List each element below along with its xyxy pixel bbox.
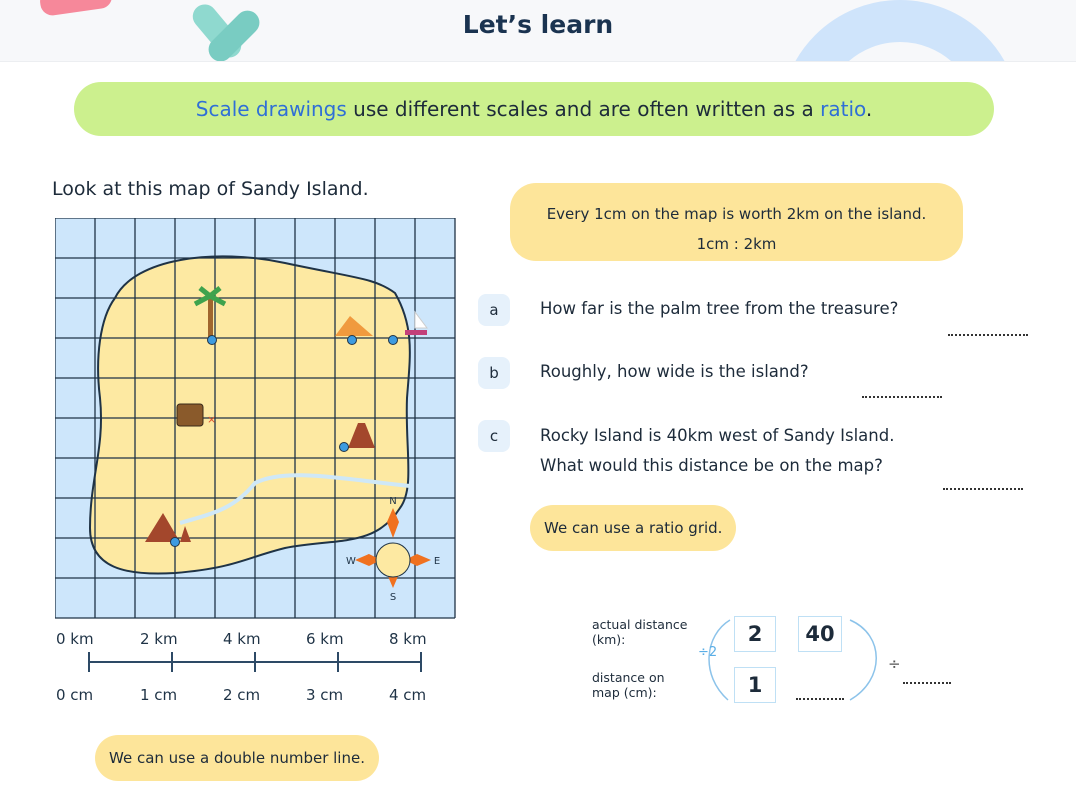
term-scale-drawings: Scale drawings	[195, 97, 347, 121]
km-label: 8 km	[389, 630, 427, 648]
scale-drawing-banner	[74, 82, 994, 136]
map-title: Look at this map of Sandy Island.	[52, 178, 369, 200]
ratio-grid-hint: We can use a ratio grid.	[530, 505, 736, 551]
map-cell-2-answer[interactable]	[796, 698, 844, 700]
header	[0, 0, 1076, 62]
cm-label: 3 cm	[306, 686, 344, 704]
right-operation-answer[interactable]	[903, 682, 951, 684]
cm-label: 4 cm	[389, 686, 427, 704]
right-arrow-icon	[850, 620, 876, 700]
tent-point	[348, 336, 357, 345]
actual-cell-2: 40	[798, 616, 842, 652]
scale-description: Every 1cm on the map is worth 2km on the island.	[546, 205, 927, 223]
actual-cell-1: 2	[734, 616, 776, 652]
left-operation: ÷2	[698, 645, 718, 660]
tick	[171, 652, 173, 672]
page-title: Let’s learn	[462, 10, 614, 39]
treasure-mark: ×	[207, 413, 217, 426]
mountains-point	[171, 538, 180, 547]
left-arrow-icon	[709, 620, 730, 700]
question-a-text: How far is the palm tree from the treasure?	[540, 299, 899, 318]
question-b-text: Roughly, how wide is the island?	[540, 362, 809, 381]
question-b-answer[interactable]	[862, 396, 942, 398]
boat-point	[389, 336, 398, 345]
km-label: 0 km	[56, 630, 94, 648]
compass-s: S	[389, 592, 397, 603]
banner-text: use different scales and are often written as a	[346, 97, 821, 121]
cm-label: 1 cm	[140, 686, 178, 704]
question-c-answer[interactable]	[943, 488, 1023, 490]
island	[90, 256, 410, 573]
double-number-line	[40, 630, 460, 710]
cm-label: 0 cm	[56, 686, 94, 704]
treasure-chest-icon	[177, 404, 203, 426]
term-ratio: ratio	[820, 97, 866, 121]
question-c-text: Rocky Island is 40km west of Sandy Island.	[540, 426, 895, 445]
tick	[337, 652, 339, 672]
km-label: 6 km	[306, 630, 344, 648]
scale-ratio: 1cm : 2km	[696, 235, 777, 253]
question-a-answer[interactable]	[948, 334, 1028, 336]
km-label: 2 km	[140, 630, 178, 648]
actual-distance-label: actual distance (km):	[592, 617, 688, 647]
compass-w: W	[346, 556, 356, 567]
tick	[420, 652, 422, 672]
number-line-hint: We can use a double number line.	[95, 735, 379, 781]
question-a-letter: a	[478, 294, 510, 326]
compass-e: E	[433, 556, 441, 567]
volcano-point	[340, 443, 349, 452]
tick	[254, 652, 256, 672]
palm-tree-point	[208, 336, 217, 345]
right-operation: ÷	[888, 655, 901, 673]
banner-end: .	[865, 97, 873, 121]
question-c-text2: What would this distance be on the map?	[540, 456, 883, 475]
cm-label: 2 cm	[223, 686, 261, 704]
map-distance-label: distance on map (cm):	[592, 670, 665, 700]
tick	[88, 652, 90, 672]
question-b-letter: b	[478, 357, 510, 389]
question-c-letter: c	[478, 420, 510, 452]
compass-n: N	[389, 496, 397, 507]
scale-box	[510, 183, 963, 261]
sandy-island-map	[55, 218, 457, 620]
km-label: 4 km	[223, 630, 261, 648]
map-cell-1: 1	[734, 667, 776, 703]
